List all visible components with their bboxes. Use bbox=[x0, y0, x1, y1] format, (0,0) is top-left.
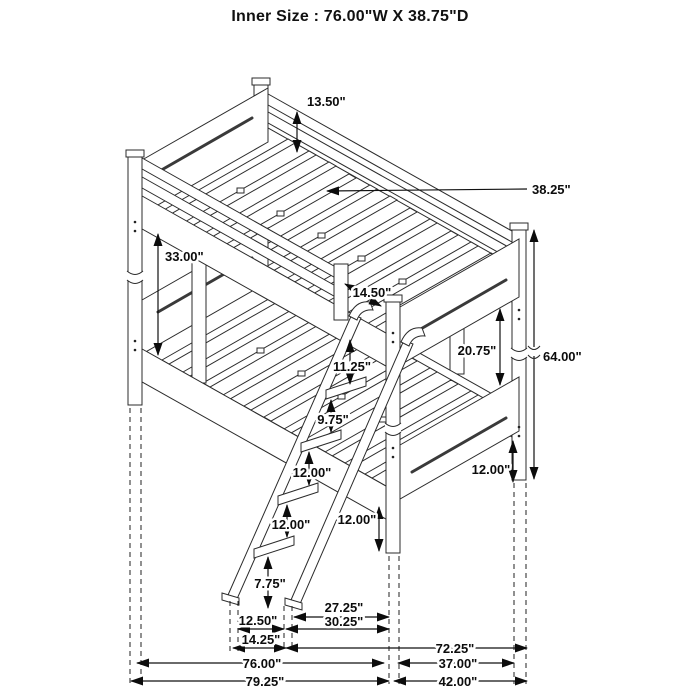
svg-text:12.00": 12.00" bbox=[471, 462, 511, 477]
dim-ladder-foot-width bbox=[238, 613, 284, 629]
svg-text:27.25": 27.25" bbox=[324, 600, 364, 615]
page-title: Inner Size : 76.00"W X 38.75"D bbox=[231, 8, 469, 25]
svg-text:20.75": 20.75" bbox=[457, 343, 497, 358]
dim-front-leg-height bbox=[338, 507, 379, 551]
svg-text:72.25": 72.25" bbox=[435, 641, 475, 656]
svg-text:79.25": 79.25" bbox=[245, 674, 285, 689]
rear-right-post-cap bbox=[510, 223, 528, 230]
dim-ladder-overhang bbox=[233, 632, 286, 648]
dim-end-depth bbox=[398, 656, 514, 671]
dim-rung-spacing-lower bbox=[272, 505, 311, 537]
svg-text:9.75": 9.75" bbox=[317, 412, 349, 427]
svg-text:14.50": 14.50" bbox=[352, 285, 392, 300]
dim-inner-length bbox=[137, 656, 384, 671]
svg-text:42.00": 42.00" bbox=[438, 674, 478, 689]
svg-text:37.00": 37.00" bbox=[438, 656, 478, 671]
svg-text:38.25": 38.25" bbox=[532, 182, 571, 197]
svg-text:76.00": 76.00" bbox=[242, 656, 282, 671]
dim-overall-length bbox=[131, 674, 389, 689]
svg-text:12.00": 12.00" bbox=[337, 512, 377, 527]
svg-text:33.00": 33.00" bbox=[165, 249, 204, 264]
front-left-post bbox=[126, 150, 144, 405]
svg-text:64.00": 64.00" bbox=[543, 349, 582, 364]
svg-text:11.25": 11.25" bbox=[333, 359, 371, 374]
front-mid-support-post bbox=[192, 255, 206, 383]
svg-text:14.25": 14.25" bbox=[241, 632, 281, 647]
svg-text:12.00": 12.00" bbox=[271, 517, 311, 532]
svg-text:30.25": 30.25" bbox=[324, 614, 364, 629]
dim-overall-depth bbox=[394, 674, 527, 689]
svg-text:7.75": 7.75" bbox=[254, 576, 286, 591]
dim-frame-length bbox=[286, 641, 527, 656]
guard-rail-end-post bbox=[334, 264, 348, 320]
front-right-post bbox=[384, 295, 402, 553]
dim-overall-height bbox=[528, 230, 582, 479]
svg-text:13.50": 13.50" bbox=[307, 94, 346, 109]
svg-text:12.00": 12.00" bbox=[292, 465, 332, 480]
dim-ladder-base-span bbox=[286, 614, 389, 629]
svg-text:12.50": 12.50" bbox=[238, 613, 278, 628]
rear-left-post-cap bbox=[252, 78, 270, 85]
dim-bottom-rung-to-floor bbox=[254, 557, 285, 608]
